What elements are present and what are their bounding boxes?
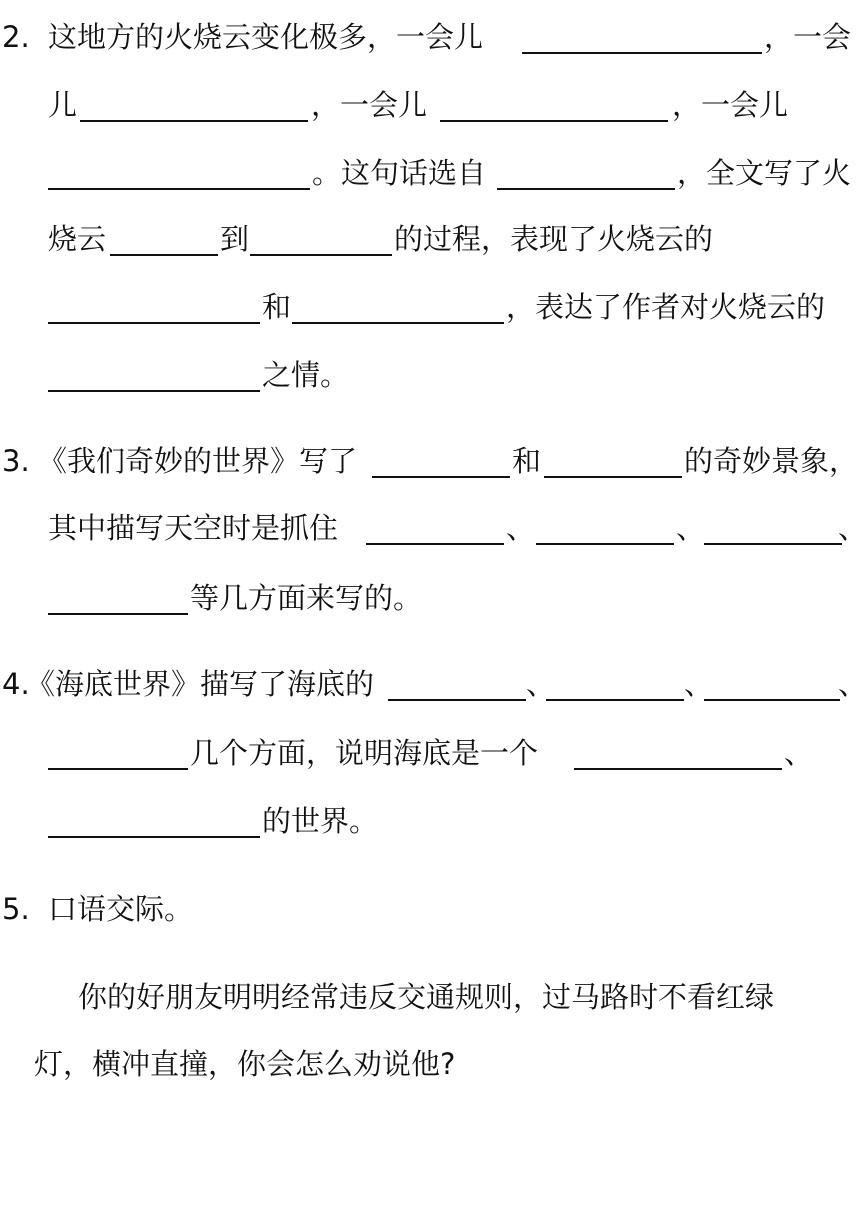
- q3-sep-2: 、: [676, 511, 706, 545]
- q2-number: 2.: [2, 20, 30, 54]
- q5-paragraph-text-2: 灯，横冲直撞，你会怎么劝说他?: [34, 1047, 456, 1081]
- q2-blank-1[interactable]: [522, 22, 762, 54]
- q3-text-1a: 《我们奇妙的世界》写了: [38, 444, 358, 478]
- q2-text-4c: 的过程，表现了火烧云的: [394, 222, 714, 256]
- q4-blank-3[interactable]: [704, 669, 840, 701]
- q3-text-1c: 的奇妙景象，: [684, 444, 859, 478]
- q4-sep-1: 、: [526, 667, 556, 701]
- q2-blank-8[interactable]: [48, 292, 260, 324]
- q4-blank-1[interactable]: [388, 669, 526, 701]
- q4-line-2: [0, 733, 860, 773]
- q4-blank-2[interactable]: [546, 669, 684, 701]
- q2-blank-10[interactable]: [48, 360, 260, 392]
- q2-blank-2[interactable]: [80, 90, 308, 122]
- q3-text-2a: 其中描写天空时是抓住: [48, 511, 339, 545]
- q4-sep-3: 、: [838, 667, 867, 701]
- q2-line-5: [0, 287, 860, 327]
- q2-text-5a: 和: [262, 290, 292, 324]
- q5-number: 5.: [2, 892, 30, 926]
- q2-text-1-tail: ，一会: [764, 20, 852, 54]
- q3-line-1: [0, 441, 860, 481]
- q2-line-6: [0, 355, 860, 395]
- q2-line-2: [0, 85, 860, 125]
- q5-paragraph-text-1: 你的好朋友明明经常违反交通规则，过马路时不看红绿: [78, 980, 775, 1014]
- q2-text-3b: ，全文写了火: [677, 156, 852, 190]
- q3-blank-1[interactable]: [372, 446, 510, 478]
- q2-blank-6[interactable]: [110, 224, 218, 256]
- q2-blank-4[interactable]: [48, 158, 310, 190]
- q4-text-1a: 《海底世界》描写了海底的: [26, 667, 375, 701]
- q3-blank-2[interactable]: [544, 446, 682, 478]
- q4-line-1: [0, 664, 867, 704]
- q2-text-6a: 之情。: [262, 358, 350, 392]
- q2-text-2b: ，一会儿: [311, 88, 428, 122]
- q4-number: 4.: [2, 667, 30, 701]
- q2-blank-3[interactable]: [440, 90, 668, 122]
- q4-blank-5[interactable]: [574, 738, 782, 770]
- q2-text-2a: 儿: [48, 88, 78, 122]
- q4-sep-2: 、: [684, 667, 714, 701]
- q3-text-1b: 和: [512, 444, 542, 478]
- q2-text-2c: ，一会儿: [672, 88, 789, 122]
- q2-text-5b: ，表达了作者对火烧云的: [506, 290, 826, 324]
- q3-number: 3.: [2, 444, 30, 478]
- q3-text-3a: 等几方面来写的。: [190, 581, 423, 615]
- q3-blank-5[interactable]: [704, 513, 842, 545]
- q4-blank-4[interactable]: [48, 738, 188, 770]
- q2-line-4: [0, 219, 860, 259]
- q3-sep-3: 、: [838, 511, 867, 545]
- q2-text-3a: 。这句话选自: [312, 156, 487, 190]
- q2-text-4b: 到: [220, 222, 250, 256]
- q5-title: 口语交际。: [48, 892, 194, 926]
- q3-line-2: [0, 508, 867, 548]
- q4-line-3: [0, 801, 860, 841]
- q2-line-3: [0, 153, 860, 193]
- q5-paragraph-line-1: [0, 977, 860, 1017]
- q3-blank-3[interactable]: [366, 513, 504, 545]
- q2-blank-7[interactable]: [250, 224, 392, 256]
- q4-sep-4: 、: [784, 736, 814, 770]
- q5-paragraph-line-2: [0, 1044, 860, 1084]
- q3-sep-1: 、: [506, 511, 536, 545]
- q3-line-3: [0, 578, 860, 618]
- q2-blank-5[interactable]: [497, 158, 675, 190]
- q2-blank-9[interactable]: [292, 292, 504, 324]
- q2-text-1: 这地方的火烧云变化极多，一会儿: [48, 20, 484, 54]
- q5-line-1: [0, 889, 860, 929]
- q2-line-1: [0, 17, 860, 57]
- q4-text-3a: 的世界。: [262, 804, 379, 838]
- q4-blank-6[interactable]: [48, 806, 260, 838]
- q3-blank-4[interactable]: [536, 513, 674, 545]
- q3-blank-6[interactable]: [48, 583, 188, 615]
- q2-text-4a: 烧云: [48, 222, 107, 256]
- q4-text-2a: 几个方面，说明海底是一个: [190, 736, 539, 770]
